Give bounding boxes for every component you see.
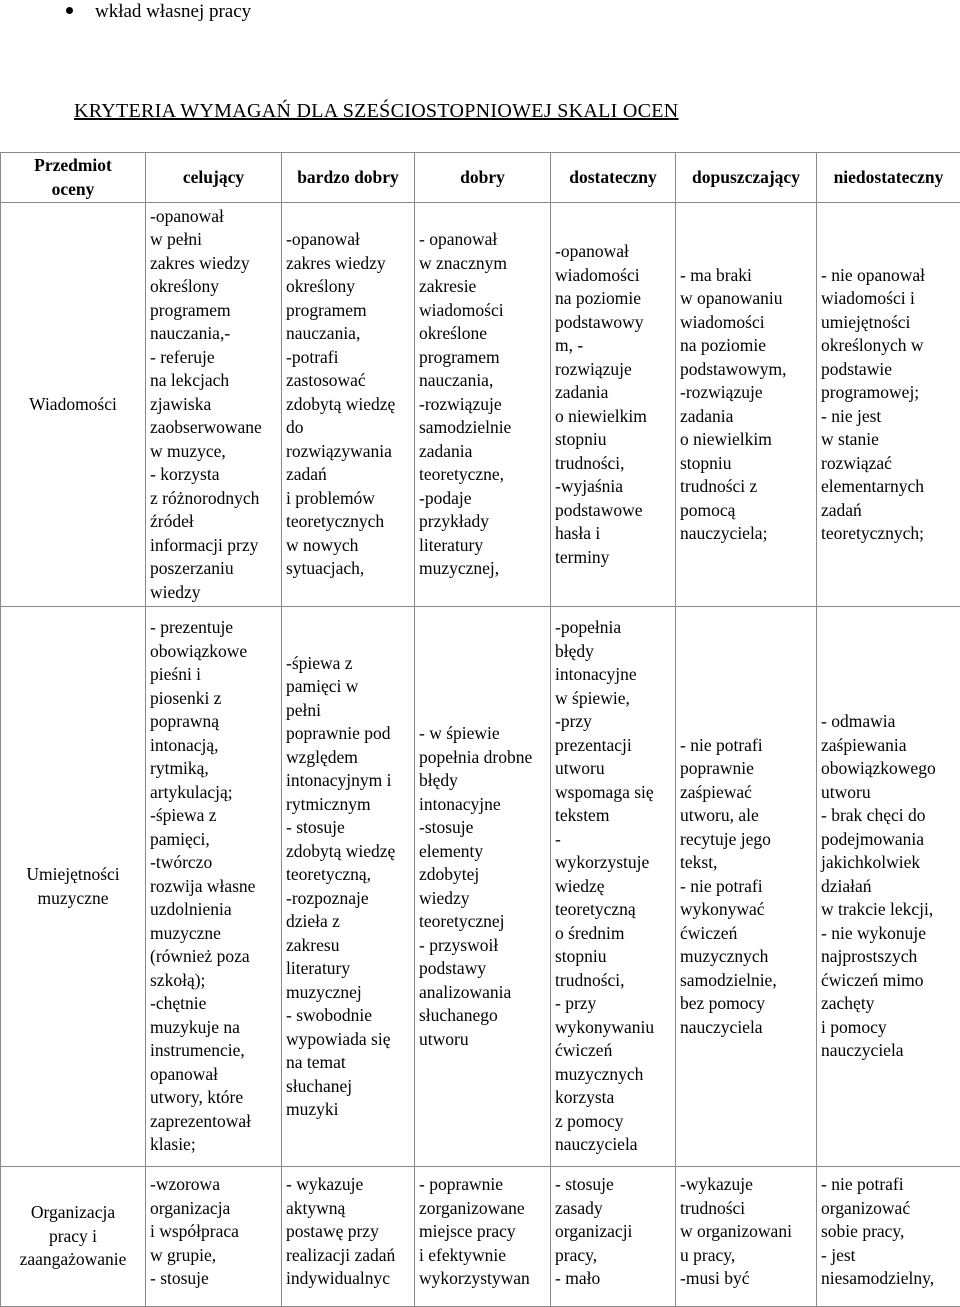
header-grade-3: dostateczny	[551, 153, 676, 203]
table-cell: - wykazuje aktywną postawę przy realizacji zadań indywidualnyc	[282, 1167, 415, 1307]
table-cell: -opanował wiadomości na poziomie podstawowy m, - rozwiązuje zadania o niewielkim stopniu trudności, -wyjaśnia podstawowe hasła i terminy	[551, 203, 676, 607]
table-cell: -wykazuje trudności w organizowani u pracy, -musi być	[676, 1167, 817, 1307]
row-label: Wiadomości	[1, 203, 146, 607]
table-cell: - nie potrafi organizować sobie pracy, - jest niesamodzielny,	[817, 1167, 960, 1307]
bullet-item-text: wkład własnej pracy	[95, 1, 251, 22]
bullet-icon	[66, 7, 73, 14]
header-subject: Przedmiot oceny	[1, 153, 146, 203]
bullet-item	[66, 0, 251, 24]
table-cell: - opanował w znacznym zakresie wiadomości określone programem nauczania, -rozwiązuje samodzielnie zadania teoretyczne, -podaje przykłady literatury muzycznej,	[415, 203, 551, 607]
page-title: KRYTERIA WYMAGAŃ DLA SZEŚCIOSTOPNIOWEJ SKALI OCEN	[74, 100, 679, 123]
table-cell: - odmawia zaśpiewania obowiązkowego utworu - brak chęci do podejmowania jakichkolwiek działań w trakcie lekcji, - nie wykonuje najprostszych ćwiczeń mimo zachęty i pomocy nauczyciela	[817, 607, 960, 1167]
header-grade-5: bardzo dobry	[282, 153, 415, 203]
table-cell: -opanował zakres wiedzy określony programem nauczania, -potrafi zastosować zdobytą wiedzę do rozwiązywania zadań i problemów teoretycznych w nowych sytuacjach,	[282, 203, 415, 607]
header-grade-4: dobry	[415, 153, 551, 203]
table-cell: -śpiewa z pamięci w pełni poprawnie pod względem intonacyjnym i rytmicznym - stosuje zdobytą wiedzę teoretyczną, -rozpoznaje dzieła z zakresu literatury muzycznej - swobodnie wypowiada się na temat słuchanej muzyki	[282, 607, 415, 1167]
table-cell: - stosuje zasady organizacji pracy, - mało	[551, 1167, 676, 1307]
table-cell: - prezentuje obowiązkowe pieśni i piosenki z poprawną intonacją, rytmiką, artykulacją; -śpiewa z pamięci, -twórczo rozwija własne uzdolnienia muzyczne (również poza szkołą); -chętnie muzykuje na instrumencie, opanował utwory, które zaprezentował klasie;	[146, 607, 282, 1167]
header-grade-1: niedostateczny	[817, 153, 960, 203]
table-cell: - poprawnie zorganizowane miejsce pracy i efektywnie wykorzystywan	[415, 1167, 551, 1307]
table-cell: -wzorowa organizacja i współpraca w grupie, - stosuje	[146, 1167, 282, 1307]
table-cell: - nie potrafi poprawnie zaśpiewać utworu, ale recytuje jego tekst, - nie potrafi wykonywać ćwiczeń muzycznych samodzielnie, bez pomocy nauczyciela	[676, 607, 817, 1167]
table-cell: - nie opanował wiadomości i umiejętności określonych w podstawie programowej; - nie jest w stanie rozwiązać elementarnych zadań teoretycznych;	[817, 203, 960, 607]
row-label: Umiejętności muzyczne	[1, 607, 146, 1167]
grading-criteria-table	[0, 152, 960, 1307]
table-cell: - ma braki w opanowaniu wiadomości na poziomie podstawowym, -rozwiązuje zadania o niewielkim stopniu trudności z pomocą nauczyciela;	[676, 203, 817, 607]
table-row-wiadomosci	[1, 203, 960, 607]
header-grade-2: dopuszczający	[676, 153, 817, 203]
table-cell: -popełnia błędy intonacyjne w śpiewie, -przy prezentacji utworu wspomaga się tekstem - wykorzystuje wiedzę teoretyczną o średnim stopniu trudności, - przy wykonywaniu ćwiczeń muzycznych korzysta z pomocy nauczyciela	[551, 607, 676, 1167]
table-cell: - w śpiewie popełnia drobne błędy intonacyjne -stosuje elementy zdobytej wiedzy teoretycznej - przyswoił podstawy analizowania słuchanego utworu	[415, 607, 551, 1167]
header-grade-6: celujący	[146, 153, 282, 203]
row-label: Organizacja pracy i zaangażowanie	[1, 1167, 146, 1307]
table-cell: -opanował w pełni zakres wiedzy określony programem nauczania,- - referuje na lekcjach zjawiska zaobserwowane w muzyce, - korzysta z różnorodnych źródeł informacji przy poszerzaniu wiedzy	[146, 203, 282, 607]
table-row-organizacja	[1, 1167, 960, 1307]
table-row-umiejetnosci	[1, 607, 960, 1167]
header-row	[1, 153, 960, 203]
